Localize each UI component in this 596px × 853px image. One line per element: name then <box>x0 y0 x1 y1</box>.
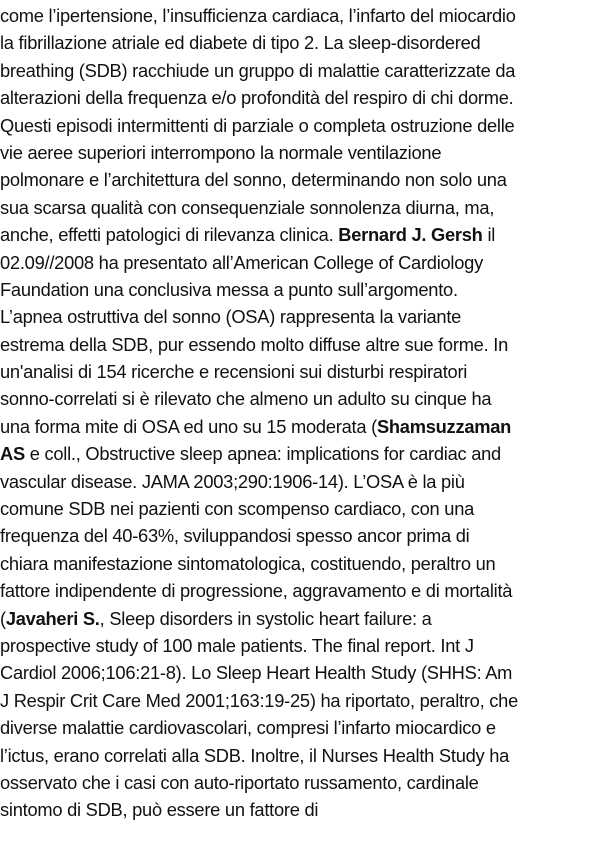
text-line <box>0 166 596 193</box>
text-line <box>0 112 596 139</box>
text-segment: sintomo di SDB, può essere un fattore di <box>0 799 319 821</box>
text-segment: vie aeree superiori interrompono la normale ventilazione <box>0 141 442 163</box>
text-line <box>0 440 596 467</box>
text-segment: una forma mite di OSA ed uno su 15 moderata ( <box>0 415 377 437</box>
text-line <box>0 84 596 111</box>
text-segment: comune SDB nei pazienti con scompenso cardiaco, con una <box>0 498 475 520</box>
text-segment: alterazioni della frequenza e/o profondità del respiro di chi dorme. <box>0 87 514 109</box>
text-segment: L’apnea ostruttiva del sonno (OSA) rappresenta la variante <box>0 306 462 328</box>
text-line <box>0 495 596 522</box>
text-segment: Questi episodi intermittenti di parziale o completa ostruzione delle <box>0 114 515 136</box>
text-line <box>0 659 596 686</box>
author-name: AS <box>0 443 25 465</box>
text-segment: il <box>482 224 496 246</box>
author-name: Bernard J. Gersh <box>338 224 483 246</box>
text-segment: 02.09//2008 ha presentato all’American College of Cardiology <box>0 251 483 273</box>
text-segment: anche, effetti patologici di rilevanza clinica. <box>0 224 339 246</box>
text-line <box>0 2 596 29</box>
text-line <box>0 249 596 276</box>
text-segment: fattore indipendente di progressione, aggravamento e di mortalità <box>0 580 513 602</box>
text-line <box>0 577 596 604</box>
text-line <box>0 194 596 221</box>
text-segment: , Sleep disorders in systolic heart failure: a <box>99 607 432 629</box>
text-segment: estrema della SDB, pur essendo molto diffuse altre sue forme. In <box>0 333 508 355</box>
text-line <box>0 139 596 166</box>
text-line <box>0 632 596 659</box>
text-segment: breathing (SDB) racchiude un gruppo di malattie caratterizzate da <box>0 59 516 81</box>
text-line <box>0 714 596 741</box>
text-segment: chiara manifestazione sintomatologica, costituendo, peraltro un <box>0 552 496 574</box>
text-segment: polmonare e l’architettura del sonno, determinando non solo una <box>0 169 507 191</box>
text-line <box>0 550 596 577</box>
text-segment: un'analisi di 154 ricerche e recensioni sui disturbi respiratori <box>0 361 468 383</box>
text-line <box>0 522 596 549</box>
text-line <box>0 468 596 495</box>
text-segment: ( <box>0 607 6 629</box>
text-segment: J Respir Crit Care Med 2001;163:19-25) ha riportato, peraltro, che <box>0 689 518 711</box>
text-line <box>0 769 596 796</box>
text-segment: sua scarsa qualità con consequenziale sonnolenza diurna, ma, <box>0 196 495 218</box>
text-segment: osservato che i casi con auto-riportato russamento, cardinale <box>0 771 479 793</box>
text-line <box>0 385 596 412</box>
author-name: Shamsuzzaman <box>376 415 512 437</box>
text-line <box>0 276 596 303</box>
text-line <box>0 331 596 358</box>
text-segment: vascular disease. JAMA 2003;290:1906-14). L’OSA è la più <box>0 470 465 492</box>
text-line <box>0 413 596 440</box>
text-segment: Faundation una conclusiva messa a punto sull’argomento. <box>0 278 458 300</box>
text-line <box>0 605 596 632</box>
text-segment: come l’ipertensione, l’insufficienza cardiaca, l’infarto del miocardio <box>0 5 516 26</box>
text-segment: l’ictus, erano correlati alla SDB. Inoltre, il Nurses Health Study ha <box>0 744 510 766</box>
text-line <box>0 57 596 84</box>
text-segment: la fibrillazione atriale ed diabete di tipo 2. La sleep-disordered <box>0 32 481 54</box>
text-segment: frequenza del 40-63%, sviluppandosi spesso ancor prima di <box>0 525 470 547</box>
author-name: Javaheri S. <box>5 607 100 629</box>
text-segment: diverse malattie cardiovascolari, compresi l’infarto miocardico e <box>0 717 496 739</box>
text-segment: sonno-correlati si è rilevato che almeno un adulto su cinque ha <box>0 388 492 410</box>
text-segment: prospective study of 100 male patients. The final report. Int J <box>0 634 474 656</box>
text-line <box>0 303 596 330</box>
text-line <box>0 796 596 823</box>
text-segment: Cardiol 2006;106:21-8). Lo Sleep Heart Health Study (SHHS: Am <box>0 662 513 684</box>
text-segment: e coll., Obstructive sleep apnea: implications for cardiac and <box>24 443 501 465</box>
text-line <box>0 687 596 714</box>
text-line <box>0 29 596 56</box>
text-line <box>0 221 596 248</box>
text-line <box>0 358 596 385</box>
text-line <box>0 742 596 769</box>
